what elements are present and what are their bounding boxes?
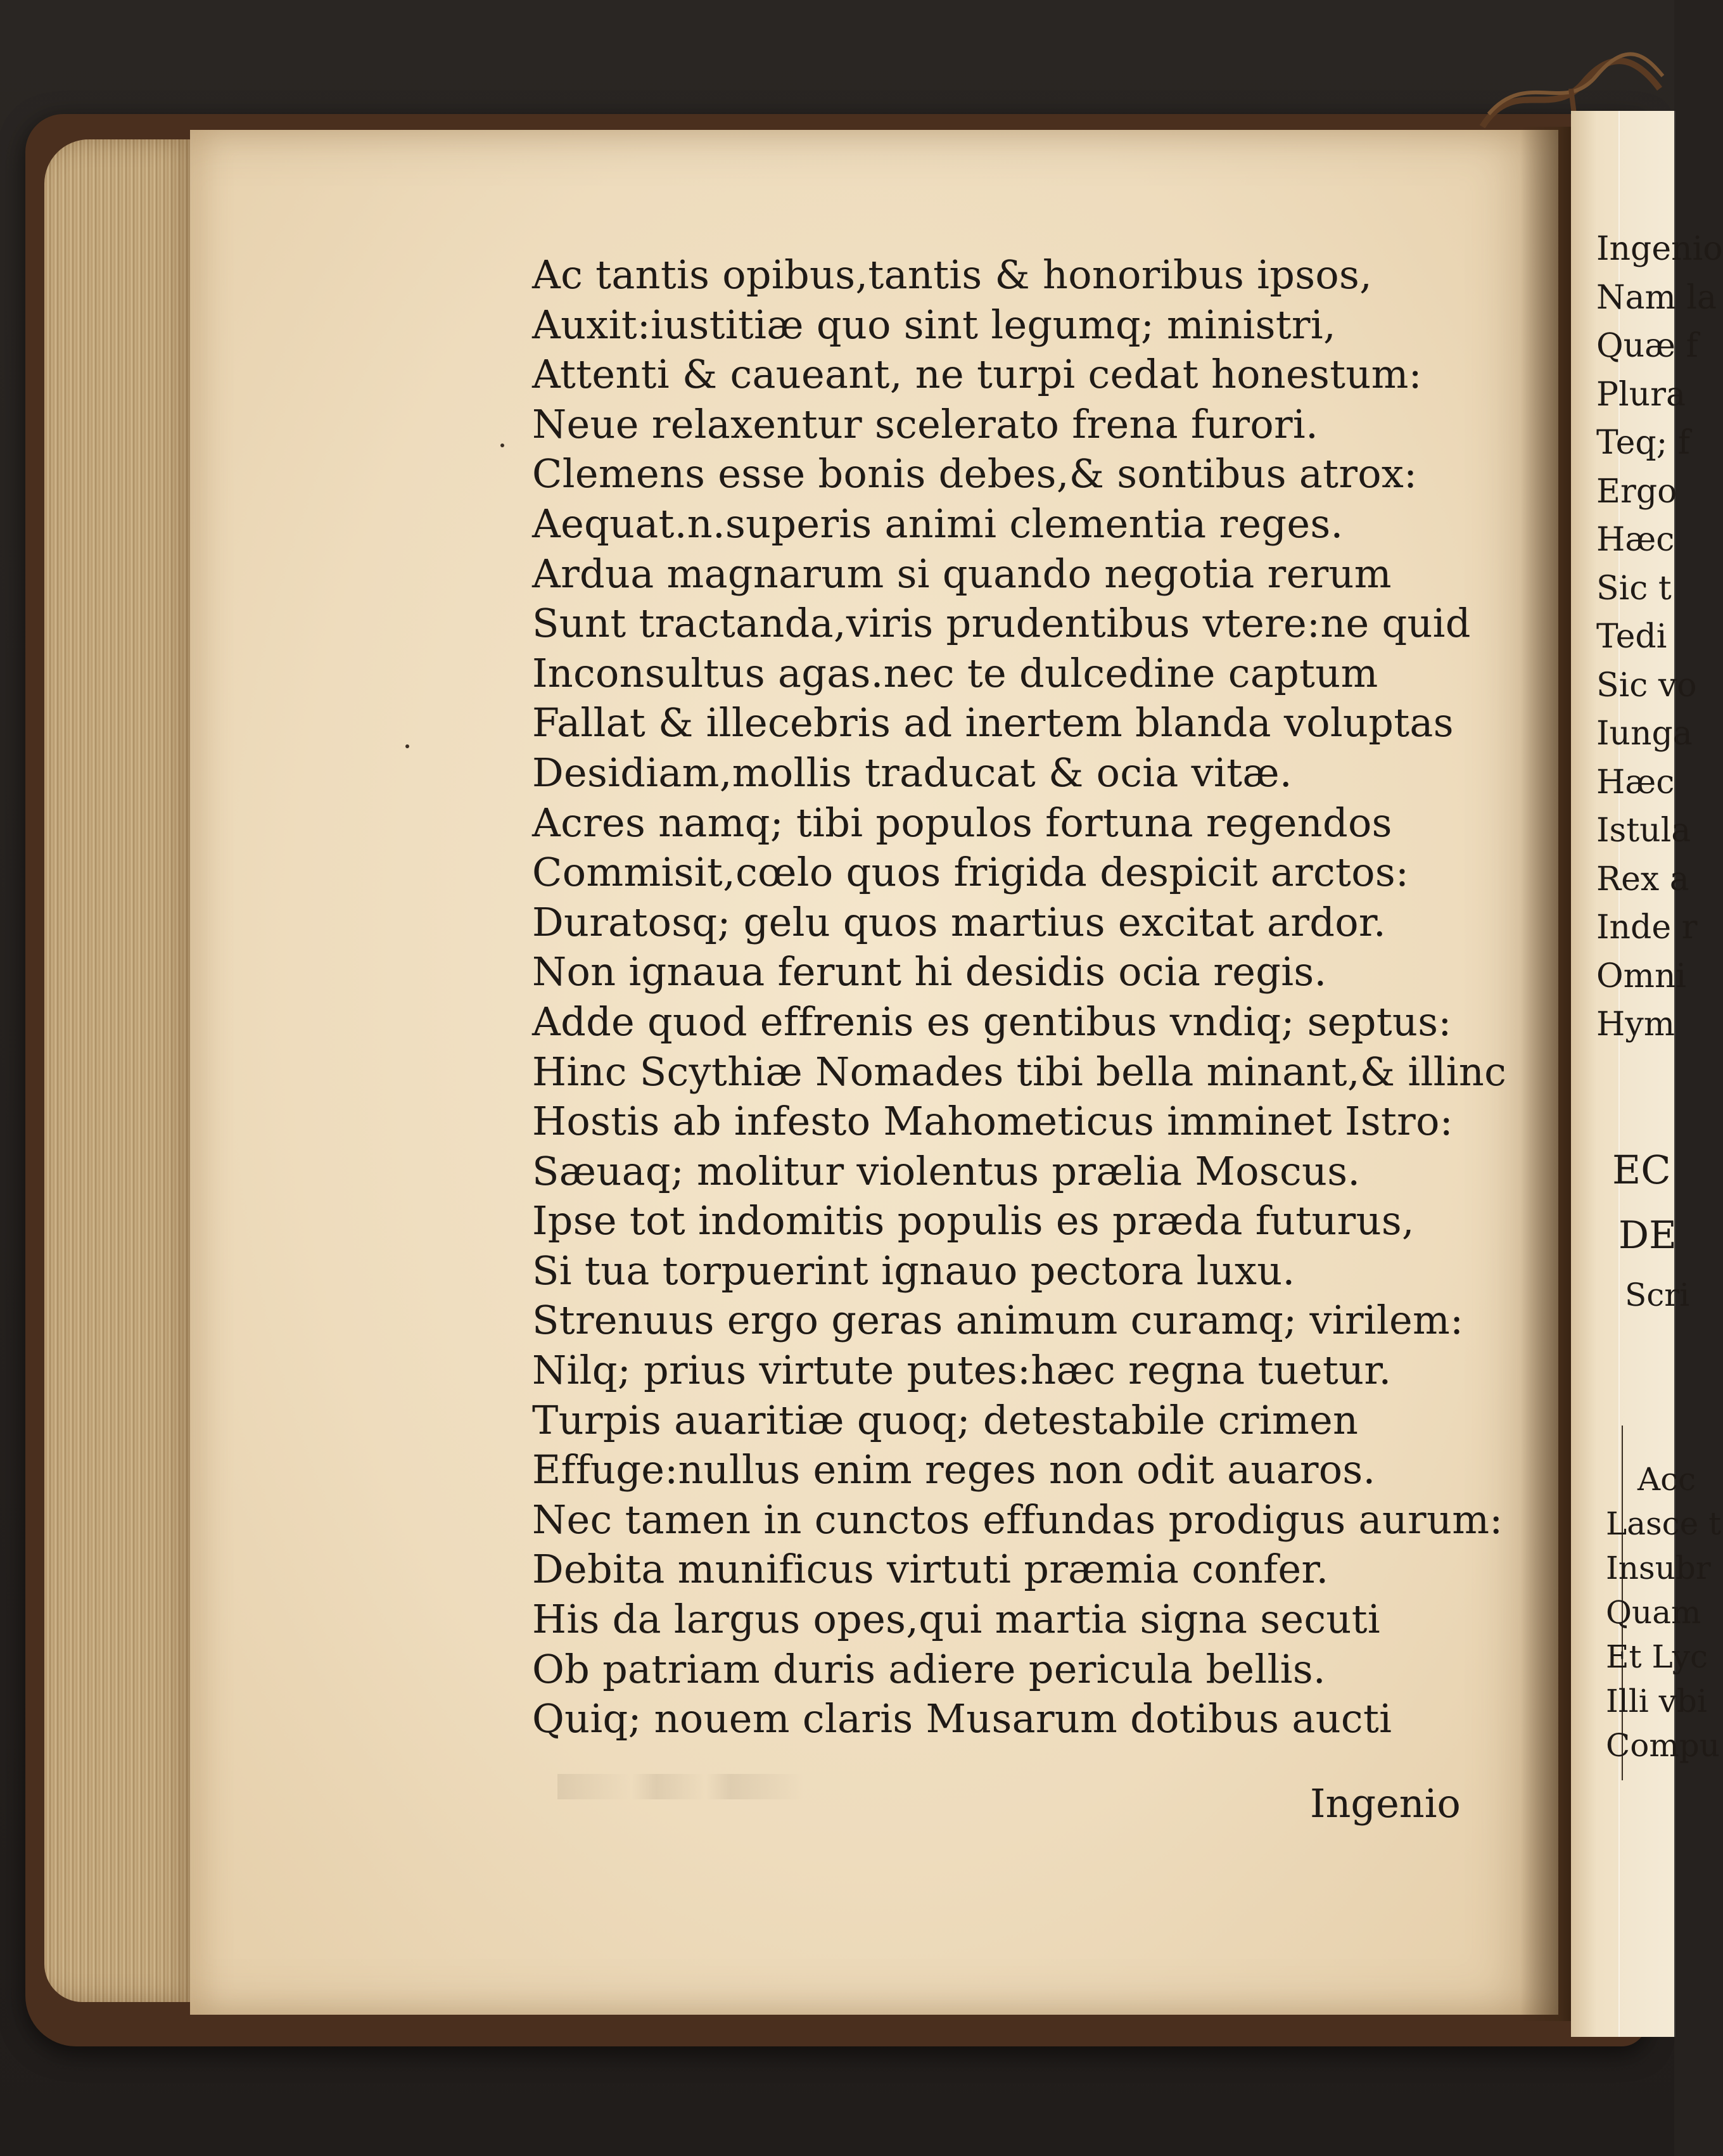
right-line: Hym [1596, 1005, 1675, 1043]
verse-line: Ob patriam duris adiere pericula bellis. [532, 1645, 1326, 1692]
right-heading-ec: EC [1612, 1147, 1671, 1193]
verse-line: Debita munificus virtuti præmia confer. [532, 1546, 1329, 1593]
right-line: Nam la [1596, 278, 1717, 317]
right-line: Teq; f [1596, 424, 1691, 462]
verse-line: Fallat & illecebris ad inertem blanda voluptas [532, 699, 1454, 746]
right-line: Inde r [1596, 909, 1698, 947]
verse-line: Sæuaq; molitur violentus prælia Moscus. [532, 1147, 1361, 1194]
verse-line: Effuge:nullus enim reges non odit auaros. [532, 1446, 1376, 1493]
ink-speck [500, 443, 504, 447]
right-heading-de: DE [1618, 1213, 1677, 1258]
verse-line: Commisit,cœlo quos frigida despicit arctos: [532, 849, 1409, 896]
verse-line: Nec tamen in cunctos effundas prodigus aurum: [532, 1496, 1503, 1543]
verse-line: Non ignaua ferunt hi desidis ocia regis. [532, 948, 1327, 995]
right-line: Hæc [1596, 763, 1675, 801]
right-line: Tedi [1596, 618, 1667, 656]
verse-line: Si tua torpuerint ignauo pectora luxu. [532, 1247, 1295, 1294]
verse-line: Desidiam,mollis traducat & ocia vitæ. [532, 749, 1292, 796]
verse-line: Ipse tot indomitis populis es præda futurus, [532, 1197, 1415, 1244]
catchword: Ingenio [1310, 1780, 1461, 1827]
right-line: Lasce t [1606, 1505, 1722, 1542]
right-line: Quæ f [1596, 327, 1698, 365]
ink-speck [405, 744, 409, 748]
verse-text-block [532, 250, 1507, 1744]
right-page-text-bottom [1606, 1457, 1721, 1768]
right-line: Ergo [1596, 472, 1677, 511]
verse-line: Clemens esse bonis debes,& sontibus atrox: [532, 450, 1418, 497]
show-through-mark [557, 1774, 804, 1799]
right-line: Hæc [1596, 521, 1675, 559]
verse-line: Strenuus ergo geras animum curamq; virilem: [532, 1297, 1464, 1344]
verse-line: Nilq; prius virtute putes:hæc regna tuetur. [532, 1347, 1392, 1394]
verse-line: Aequat.n.superis animi clementia reges. [532, 500, 1344, 547]
gutter-shadow [1520, 127, 1577, 2021]
right-line: Iunga [1596, 715, 1693, 753]
right-line: Omni [1596, 957, 1687, 995]
verse-line: Neue relaxentur scelerato frena furori. [532, 400, 1319, 447]
right-line: Rex a [1596, 860, 1689, 898]
right-line: Et Lyc [1606, 1638, 1708, 1675]
verse-line: His da largus opes,qui martia signa secuti [532, 1596, 1380, 1643]
verse-line: Sunt tractanda,viris prudentibus vtere:ne quid [532, 600, 1471, 647]
right-line: Quam [1606, 1594, 1701, 1631]
verse-line: Turpis auaritiæ quoq; detestabile crimen [532, 1396, 1359, 1443]
right-line: Plura [1596, 375, 1686, 414]
verse-line: Auxit:iustitiæ quo sint legumq; ministri, [532, 301, 1337, 348]
verse-line: Acres namq; tibi populos fortuna regendos [532, 799, 1392, 846]
right-line: Acc [1637, 1461, 1696, 1498]
right-line: Compu [1606, 1727, 1720, 1764]
right-line: Sic t [1596, 569, 1672, 608]
right-line: Illi vbi [1606, 1683, 1707, 1719]
verse-line: Inconsultus agas.nec te dulcedine captum [532, 649, 1378, 696]
fore-edge-page-stack [44, 139, 196, 2002]
verse-line: Adde quod effrenis es gentibus vndiq; septus: [532, 998, 1452, 1045]
verse-line: Quiq; nouem claris Musarum dotibus aucti [532, 1695, 1392, 1742]
right-line: Istula [1596, 812, 1691, 850]
right-line: Ingenio [1596, 230, 1723, 268]
verse-line: Duratosq; gelu quos martius excitat ardor. [532, 898, 1386, 945]
verse-line: Ardua magnarum si quando negotia rerum [532, 550, 1392, 597]
right-line: Insubr [1606, 1550, 1711, 1586]
right-line: Sic vo [1596, 666, 1697, 705]
verse-line: Hostis ab infesto Mahometicus imminet Istro: [532, 1098, 1453, 1145]
verse-line: Hinc Scythiæ Nomades tibi bella minant,& illinc [532, 1048, 1507, 1095]
verse-line: Attenti & caueant, ne turpi cedat honestum: [532, 351, 1422, 398]
verse-line: Ac tantis opibus,tantis & honoribus ipsos, [532, 252, 1373, 298]
right-page-text-top [1596, 225, 1723, 1049]
right-heading-scri: Scri [1625, 1277, 1690, 1313]
